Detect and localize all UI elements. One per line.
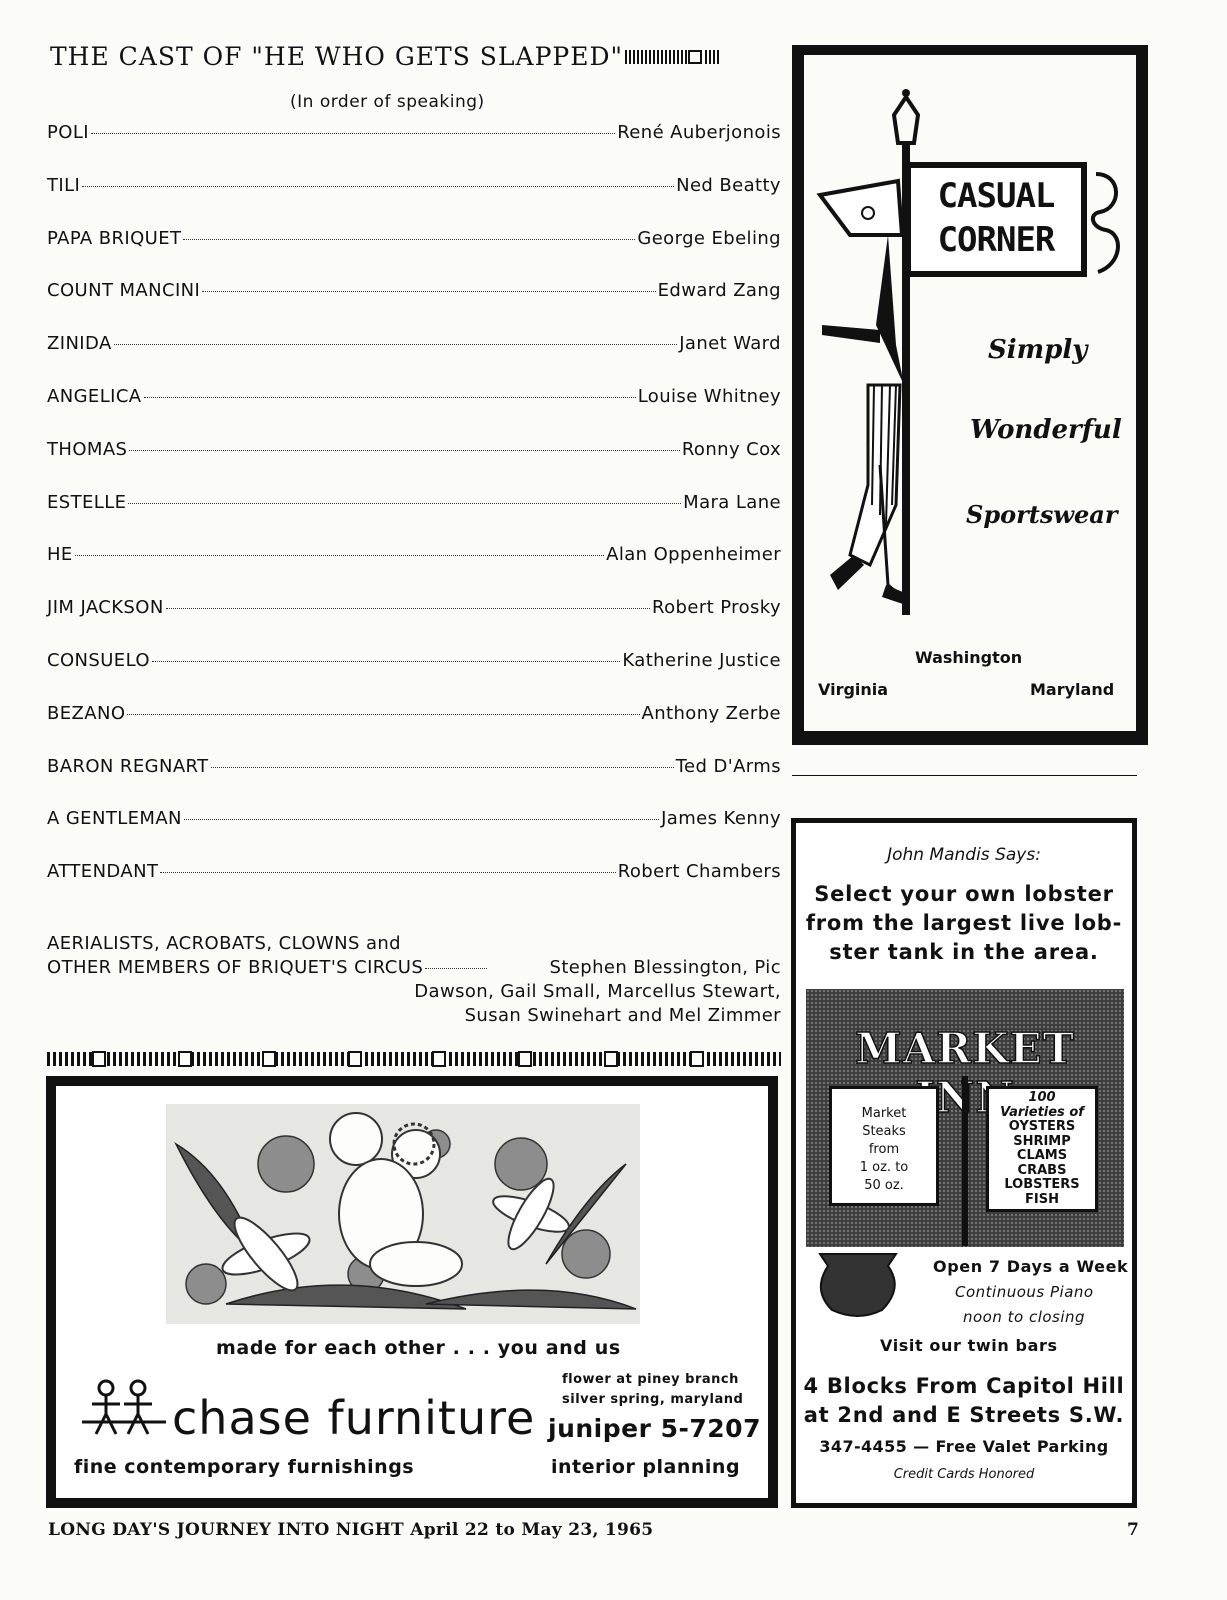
circus-line-2 [47,956,781,980]
cast-role: HE [47,544,73,565]
headline-line-1: Select your own lobster [814,882,1114,906]
cast-row [47,756,781,777]
circus-credit [47,932,781,1028]
cast-actor: Ronny Cox [681,439,781,460]
sign-center-post [962,1076,968,1246]
seafood-panel [986,1086,1098,1212]
leader-dots [184,819,659,820]
leader-dots [82,186,674,187]
title-ornament-end [705,50,719,64]
cast-role: JIM JACKSON [47,597,164,618]
cast-row [47,386,781,407]
cast-actor: Edward Zang [657,280,781,301]
market-says: John Mandis Says: [887,845,1041,865]
cast-actor: Katherine Justice [622,650,781,671]
cast-role: POLI [47,122,89,143]
leader-dots [114,344,678,345]
market-phone-parking: 347-4455 — Free Valet Parking [819,1437,1109,1456]
panel-line: from [868,1142,900,1157]
leader-dots [211,767,674,768]
cast-row [47,439,781,460]
leader-dots [160,872,615,873]
cast-role: BARON REGNART [47,756,209,777]
market-open: Open 7 Days a Week [933,1257,1129,1276]
slogan-wonderful: Wonderful [970,415,1122,445]
divider-box [432,1051,446,1067]
chase-right-caption: interior planning [551,1456,741,1478]
circus-line-3: Dawson, Gail Small, Marcellus Stewart, [414,981,781,1002]
cast-role: ATTENDANT [47,861,159,882]
cast-actor: René Auberjonois [617,122,781,143]
cast-actor: Robert Chambers [617,861,781,882]
cast-row [47,122,781,143]
leader-dots [152,661,620,662]
cast-row [47,492,781,513]
circus-line-4: Susan Swinehart and Mel Zimmer [464,1005,781,1026]
circus-role: OTHER MEMBERS OF BRIQUET'S CIRCUS [47,957,424,978]
leader-dots [91,133,615,134]
divider-box [690,1051,704,1067]
slogan-simply: Simply [988,335,1088,365]
panel-line: CRABS [1017,1162,1067,1178]
leader-dots [144,397,636,398]
panel-line: Market [861,1106,907,1121]
chase-phone: juniper 5-7207 [548,1414,761,1443]
cast-role: THOMAS [47,439,128,460]
location-washington: Washington [915,648,1023,667]
cast-role: TILI [47,175,81,196]
circus-actors: Stephen Blessington, Pic [549,957,781,978]
cast-actor: Louise Whitney [637,386,781,407]
cast-actor: Anthony Zerbe [641,703,781,724]
leader-dots [166,608,650,609]
sign-line-2: CORNER [937,220,1055,260]
cast-role: CONSUELO [47,650,150,671]
fashion-figure-illustration [810,85,920,625]
title-ornament [625,50,687,64]
location-line-2: at 2nd and E Streets S.W. [803,1403,1125,1427]
chase-address-2: silver spring, maryland [562,1392,744,1407]
leader-dots [129,450,679,451]
page-number: 7 [1127,1520,1139,1540]
panel-line: 100 [1028,1090,1056,1105]
cast-actor: Janet Ward [679,333,781,354]
leader-dots [128,503,681,504]
market-piano-2: noon to closing [963,1308,1086,1326]
chase-tagline: made for each other . . . you and us [216,1337,621,1359]
cast-subtitle: (In order of speaking) [290,92,485,112]
market-credit: Credit Cards Honored [893,1467,1035,1482]
sign-scroll-ornament [1088,168,1128,278]
cast-row [47,544,781,565]
cast-actor: Ned Beatty [676,175,781,196]
divider-box [518,1051,532,1067]
panel-line: 1 oz. to [859,1160,909,1175]
title-ornament-box [688,50,702,64]
location-line-1: 4 Blocks From Capitol Hill [803,1374,1125,1398]
panel-line: SHRIMP [1013,1133,1071,1149]
market-headline [795,880,1133,967]
leader-dots [183,239,635,240]
cast-row [47,280,781,301]
panel-line: CLAMS [1016,1148,1068,1163]
footer-production: LONG DAY'S JOURNEY INTO NIGHT April 22 to May 23, 1965 [48,1520,654,1540]
leader-dots [202,291,655,292]
cast-row [47,703,781,724]
chase-logo-figures [80,1378,168,1440]
pot-icon [812,1250,904,1320]
cast-actor: George Ebeling [637,228,781,249]
chase-left-caption: fine contemporary furnishings [74,1456,415,1478]
headline-line-3: ster tank in the area. [829,940,1099,964]
leader-dots [75,555,604,556]
casual-corner-sign [905,162,1087,277]
cast-row [47,808,781,829]
cast-actor: Alan Oppenheimer [606,544,781,565]
cast-row [47,228,781,249]
panel-line: 50 oz. [864,1178,904,1193]
cast-role: ANGELICA [47,386,142,407]
location-maryland: Maryland [1030,680,1115,699]
divider-box [348,1051,362,1067]
divider-box [604,1051,618,1067]
divider-box [92,1051,106,1067]
cast-row [47,175,781,196]
circus-line-1: AERIALISTS, ACROBATS, CLOWNS and [47,933,402,954]
cherubs-flowers-illustration [166,1104,640,1324]
leader-dots [127,714,639,715]
cast-actor: James Kenny [661,808,781,829]
market-bars: Visit our twin bars [880,1336,1058,1355]
panel-line: OYSTERS [1008,1119,1076,1134]
market-sign-name: MARKET [855,1024,1075,1073]
cast-role: BEZANO [47,703,126,724]
cast-row [47,597,781,618]
market-piano-1: Continuous Piano [955,1283,1094,1301]
headline-line-2: from the largest live lob- [805,911,1123,935]
slogan-sportswear: Sportswear [966,500,1118,529]
cast-role: ESTELLE [47,492,127,513]
panel-line: Steaks [862,1124,906,1139]
cast-row [47,333,781,354]
chase-brand: chase furniture [172,1391,536,1445]
cast-role: A GENTLEMAN [47,808,182,829]
ad-separator-line [792,775,1137,776]
cast-role: COUNT MANCINI [47,280,201,301]
cast-role: PAPA BRIQUET [47,228,182,249]
steaks-panel [829,1086,939,1206]
panel-line: Varieties of [1000,1104,1084,1120]
location-virginia: Virginia [818,680,889,699]
cast-title [50,42,800,71]
cast-actor: Robert Prosky [652,597,781,618]
sign-line-1: CASUAL [937,176,1055,216]
cast-actor: Mara Lane [683,492,781,513]
panel-line: FISH [1025,1191,1059,1207]
divider-box [178,1051,192,1067]
panel-line: LOBSTERS [1004,1177,1080,1192]
section-divider [47,1052,781,1066]
cast-actor: Ted D'Arms [675,756,781,777]
leader-dots [425,968,487,969]
chase-address-1: flower at piney branch [562,1372,739,1387]
cast-row [47,650,781,671]
divider-box [262,1051,276,1067]
market-location [795,1372,1133,1430]
cast-row [47,861,781,882]
cast-role: ZINIDA [47,333,112,354]
cast-title-text: THE CAST OF "HE WHO GETS SLAPPED" [50,42,624,71]
